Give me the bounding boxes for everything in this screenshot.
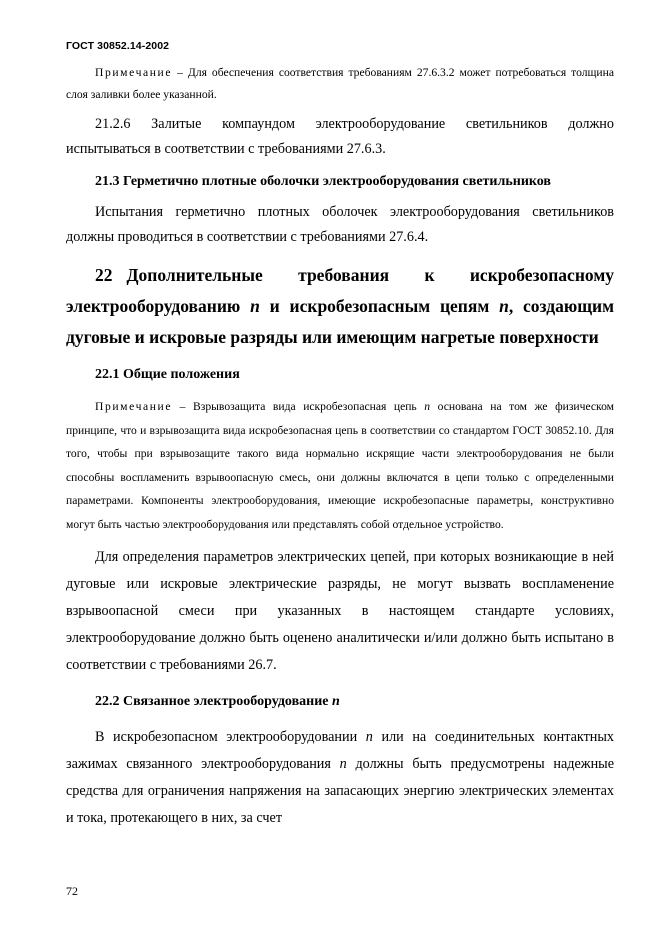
paragraph-22-2-n2: n <box>339 756 347 772</box>
heading-22-text-3: , создающим дуговые и искровые разряды или имеющим нагретые поверхности <box>66 296 614 347</box>
paragraph-22-2-text-3: должны быть предусмотрены надежные средства для ограничения напряжения на запасающих энергию электрических элементах и тока, протекающего в них, за счет <box>66 756 614 826</box>
paragraph-22-2 <box>66 724 614 832</box>
paragraph-21-2-6: 21.2.6 Залитые компаундом электрооборудование светильников должно испытываться в соответствии с требованиями 27.6.3. <box>66 116 614 157</box>
heading-22-n1: n <box>250 296 260 316</box>
note-2-text-1: – Взрывозащита вида искробезопасная цепь <box>172 400 425 413</box>
heading-22-2 <box>66 692 614 712</box>
standard-header: ГОСТ 30852.14-2002 <box>66 40 170 52</box>
page-number: 72 <box>66 884 78 898</box>
heading-22-text-2: и искробезопасным цепям <box>259 296 500 316</box>
note-2-label: Примечание <box>95 400 173 413</box>
paragraph-22-2-text-1: В искробезопасном электрооборудовании <box>95 729 366 745</box>
paragraph-22-2-text-2: или на соединительных контактных зажимах связанного электрооборудования <box>66 729 614 772</box>
note-paragraph-2 <box>66 395 614 536</box>
heading-21-3: 21.3 Герметично плотные оболочки электрооборудования светильников <box>95 174 551 189</box>
heading-22-text-1: Дополнительные требования к искробезопасному электрооборудованию <box>66 265 614 316</box>
note-paragraph <box>66 62 614 106</box>
paragraph-22-2-n1: n <box>365 729 373 745</box>
heading-22-2-n: n <box>331 694 340 709</box>
heading-22-n2: n <box>499 296 509 316</box>
note-2-text-2: основана на том же физическом принципе, что и взрывозащита вида искробезопасная цепь в соответствии со стандартом ГОСТ 30852.10. Для того, чтобы при взрывозащите такого вида нормально искрящие части электрооборудования не были способны воспламенить взрывоопасную смесь, они должны включатся в цепи только с определенными параметрами. Компоненты электрооборудования, имеющие искробезопасные параметры, конструктивно могут быть частью электрооборудования или представлять собой отдельное устройство. <box>66 400 615 531</box>
note-label: Примечание <box>95 66 173 79</box>
paragraph-21-3: Испытания герметично плотных оболочек электрооборудования светильников должны проводиться в соответствии с требованиями 27.6.4. <box>66 204 614 245</box>
heading-22 <box>66 260 614 353</box>
heading-22-2-text: 22.2 Связанное электрооборудование <box>95 694 332 709</box>
note-text: – Для обеспечения соответствия требованиям 27.6.3.2 может потребоваться толщина слоя заливки более указанной. <box>66 66 614 101</box>
heading-22-1: 22.1 Общие положения <box>95 367 240 382</box>
paragraph-22-1: Для определения параметров электрических цепей, при которых возникающие в ней дуговые или искровые электрические разряды, не могут вызвать воспламенение взрывоопасной смеси при указанных в настоящем стандарте условиях, электрооборудование должно быть оценено аналитически и/или должно быть испытано в соответствии с требованиями 26.7. <box>66 549 614 673</box>
note-2-n: n <box>424 400 431 413</box>
heading-22-number: 22 <box>95 265 113 285</box>
page-content <box>66 62 614 832</box>
